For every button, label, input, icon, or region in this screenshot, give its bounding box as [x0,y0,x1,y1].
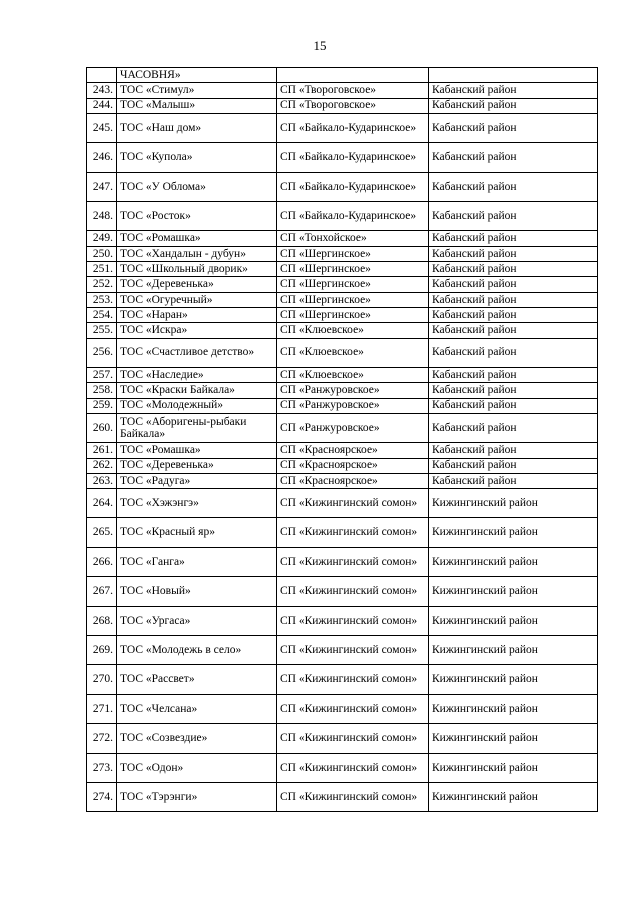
district-name: Кабанский район [429,458,598,473]
settlement-name: СП «Кижингинский сомон» [277,694,429,723]
district-name: Кабанский район [429,143,598,172]
row-number: 257. [87,367,117,382]
settlement-name: СП «Клюевское» [277,323,429,338]
row-number: 254. [87,307,117,322]
district-name: Кабанский район [429,202,598,231]
table-row [87,489,598,518]
settlement-name: СП «Красноярское» [277,458,429,473]
settlement-name: СП «Байкало-Кударинское» [277,202,429,231]
district-name: Кижингинский район [429,577,598,606]
row-number: 243. [87,83,117,98]
tos-name: ТОС «У Облома» [117,172,277,201]
table-row [87,413,598,442]
tos-name: ТОС «Ганга» [117,547,277,576]
district-name: Кабанский район [429,383,598,398]
tos-name: ТОС «Радуга» [117,473,277,488]
district-name: Кижингинский район [429,547,598,576]
district-name: Кабанский район [429,262,598,277]
settlement-name: СП «Кижингинский сомон» [277,753,429,782]
settlement-name: СП «Твороговское» [277,98,429,113]
district-name: Кижингинский район [429,694,598,723]
tos-name: ТОС «Наш дом» [117,113,277,142]
district-name: Кабанский район [429,113,598,142]
district-name: Кижингинский район [429,518,598,547]
settlement-name: СП «Клюевское» [277,338,429,367]
settlement-name: СП «Шергинское» [277,246,429,261]
table-row [87,338,598,367]
tos-name: ТОС «Хэжэнгэ» [117,489,277,518]
table-row [87,473,598,488]
table-row [87,231,598,246]
settlement-name: СП «Шергинское» [277,292,429,307]
tos-name: ТОС «Наследие» [117,367,277,382]
tos-name: ТОС «Счастливое детство» [117,338,277,367]
table-row [87,443,598,458]
district-name: Кижингинский район [429,606,598,635]
table-row [87,98,598,113]
row-number: 258. [87,383,117,398]
tos-name: ТОС «Школьный дворик» [117,262,277,277]
tos-name: ТОС «Молодежный» [117,398,277,413]
tos-name: ТОС «Созвездие» [117,724,277,753]
district-name: Кабанский район [429,292,598,307]
settlement-name: СП «Кижингинский сомон» [277,518,429,547]
table-row [87,398,598,413]
tos-name: ТОС «Росток» [117,202,277,231]
table-row [87,323,598,338]
settlement-name: СП «Кижингинский сомон» [277,577,429,606]
tos-name: ТОС «Хандалын - дубун» [117,246,277,261]
tos-registry-table [86,67,598,812]
district-name: Кижингинский район [429,636,598,665]
table-row [87,783,598,812]
settlement-name: СП «Кижингинский сомон» [277,636,429,665]
settlement-name: СП «Байкало-Кударинское» [277,143,429,172]
district-name: Кабанский район [429,83,598,98]
settlement-name: СП «Кижингинский сомон» [277,489,429,518]
table-row [87,262,598,277]
tos-name: ТОС «Деревенька» [117,277,277,292]
table-row [87,172,598,201]
row-number: 256. [87,338,117,367]
district-name: Кабанский район [429,246,598,261]
district-name: Кабанский район [429,443,598,458]
row-number: 266. [87,547,117,576]
tos-name: ТОС «Купола» [117,143,277,172]
tos-name: ТОС «Молодежь в село» [117,636,277,665]
row-number: 273. [87,753,117,782]
table-row [87,458,598,473]
district-name: Кижингинский район [429,783,598,812]
district-name: Кабанский район [429,338,598,367]
tos-name: ТОС «Одон» [117,753,277,782]
district-name: Кижингинский район [429,753,598,782]
settlement-name: СП «Красноярское» [277,443,429,458]
table-row [87,246,598,261]
row-number: 264. [87,489,117,518]
tos-name: ТОС «Новый» [117,577,277,606]
table-row [87,367,598,382]
page-number: 15 [313,38,327,53]
tos-name: ТОС «Краски Байкала» [117,383,277,398]
row-number: 272. [87,724,117,753]
table-row [87,113,598,142]
table-row [87,547,598,576]
settlement-name: СП «Шергинское» [277,262,429,277]
row-number: 247. [87,172,117,201]
row-number: 265. [87,518,117,547]
district-name [429,68,598,83]
district-name: Кабанский район [429,398,598,413]
table-row-continued [87,68,598,83]
settlement-name: СП «Байкало-Кударинское» [277,172,429,201]
table-row [87,636,598,665]
row-number: 253. [87,292,117,307]
settlement-name: СП «Кижингинский сомон» [277,665,429,694]
district-name: Кижингинский район [429,724,598,753]
row-number: 252. [87,277,117,292]
table-row [87,518,598,547]
settlement-name: СП «Тонхойское» [277,231,429,246]
tos-name: ТОС «Огуречный» [117,292,277,307]
row-number: 251. [87,262,117,277]
tos-name: ТОС «Аборигены-рыбаки Байкала» [117,413,277,442]
table-row [87,724,598,753]
settlement-name: СП «Клюевское» [277,367,429,382]
tos-name: ТОС «Ромашка» [117,443,277,458]
row-number: 260. [87,413,117,442]
row-number: 263. [87,473,117,488]
row-number: 259. [87,398,117,413]
district-name: Кабанский район [429,172,598,201]
table-row [87,202,598,231]
settlement-name: СП «Кижингинский сомон» [277,783,429,812]
table-row [87,383,598,398]
row-number: 262. [87,458,117,473]
tos-name: ТОС «Искра» [117,323,277,338]
table-row [87,277,598,292]
row-number: 268. [87,606,117,635]
settlement-name: СП «Твороговское» [277,83,429,98]
row-number: 250. [87,246,117,261]
district-name: Кабанский район [429,98,598,113]
row-number: 274. [87,783,117,812]
table-row [87,665,598,694]
district-name: Кижингинский район [429,665,598,694]
settlement-name: СП «Красноярское» [277,473,429,488]
table-row [87,307,598,322]
row-number: 261. [87,443,117,458]
table-row [87,143,598,172]
district-name: Кабанский район [429,473,598,488]
table-row [87,292,598,307]
district-name: Кижингинский район [429,489,598,518]
tos-name: ТОС «Тэрэнги» [117,783,277,812]
district-name: Кабанский район [429,323,598,338]
district-name: Кабанский район [429,277,598,292]
table-row [87,577,598,606]
tos-name: ТОС «Малыш» [117,98,277,113]
table-row [87,83,598,98]
row-number: 271. [87,694,117,723]
row-number: 255. [87,323,117,338]
row-number: 267. [87,577,117,606]
settlement-name: СП «Ранжуровское» [277,413,429,442]
district-name: Кабанский район [429,307,598,322]
row-number: 270. [87,665,117,694]
row-number: 269. [87,636,117,665]
settlement-name: СП «Ранжуровское» [277,398,429,413]
table-row [87,694,598,723]
row-number [87,68,117,83]
row-number: 249. [87,231,117,246]
settlement-name: СП «Байкало-Кударинское» [277,113,429,142]
row-number: 248. [87,202,117,231]
district-name: Кабанский район [429,231,598,246]
tos-name: ТОС «Наран» [117,307,277,322]
row-number: 244. [87,98,117,113]
settlement-name: СП «Кижингинский сомон» [277,606,429,635]
tos-name: ТОС «Ургаса» [117,606,277,635]
settlement-name: СП «Ранжуровское» [277,383,429,398]
tos-name: ТОС «Стимул» [117,83,277,98]
row-number: 245. [87,113,117,142]
district-name: Кабанский район [429,367,598,382]
settlement-name: СП «Шергинское» [277,277,429,292]
settlement-name: СП «Кижингинский сомон» [277,724,429,753]
district-name: Кабанский район [429,413,598,442]
row-number: 246. [87,143,117,172]
tos-name: ТОС «Красный яр» [117,518,277,547]
tos-name: ТОС «Ромашка» [117,231,277,246]
tos-name: ТОС «Деревенька» [117,458,277,473]
tos-name: ЧАСОВНЯ» [117,68,277,83]
settlement-name [277,68,429,83]
settlement-name: СП «Кижингинский сомон» [277,547,429,576]
table-row [87,606,598,635]
table-row [87,753,598,782]
tos-name: ТОС «Челсана» [117,694,277,723]
settlement-name: СП «Шергинское» [277,307,429,322]
tos-name: ТОС «Рассвет» [117,665,277,694]
